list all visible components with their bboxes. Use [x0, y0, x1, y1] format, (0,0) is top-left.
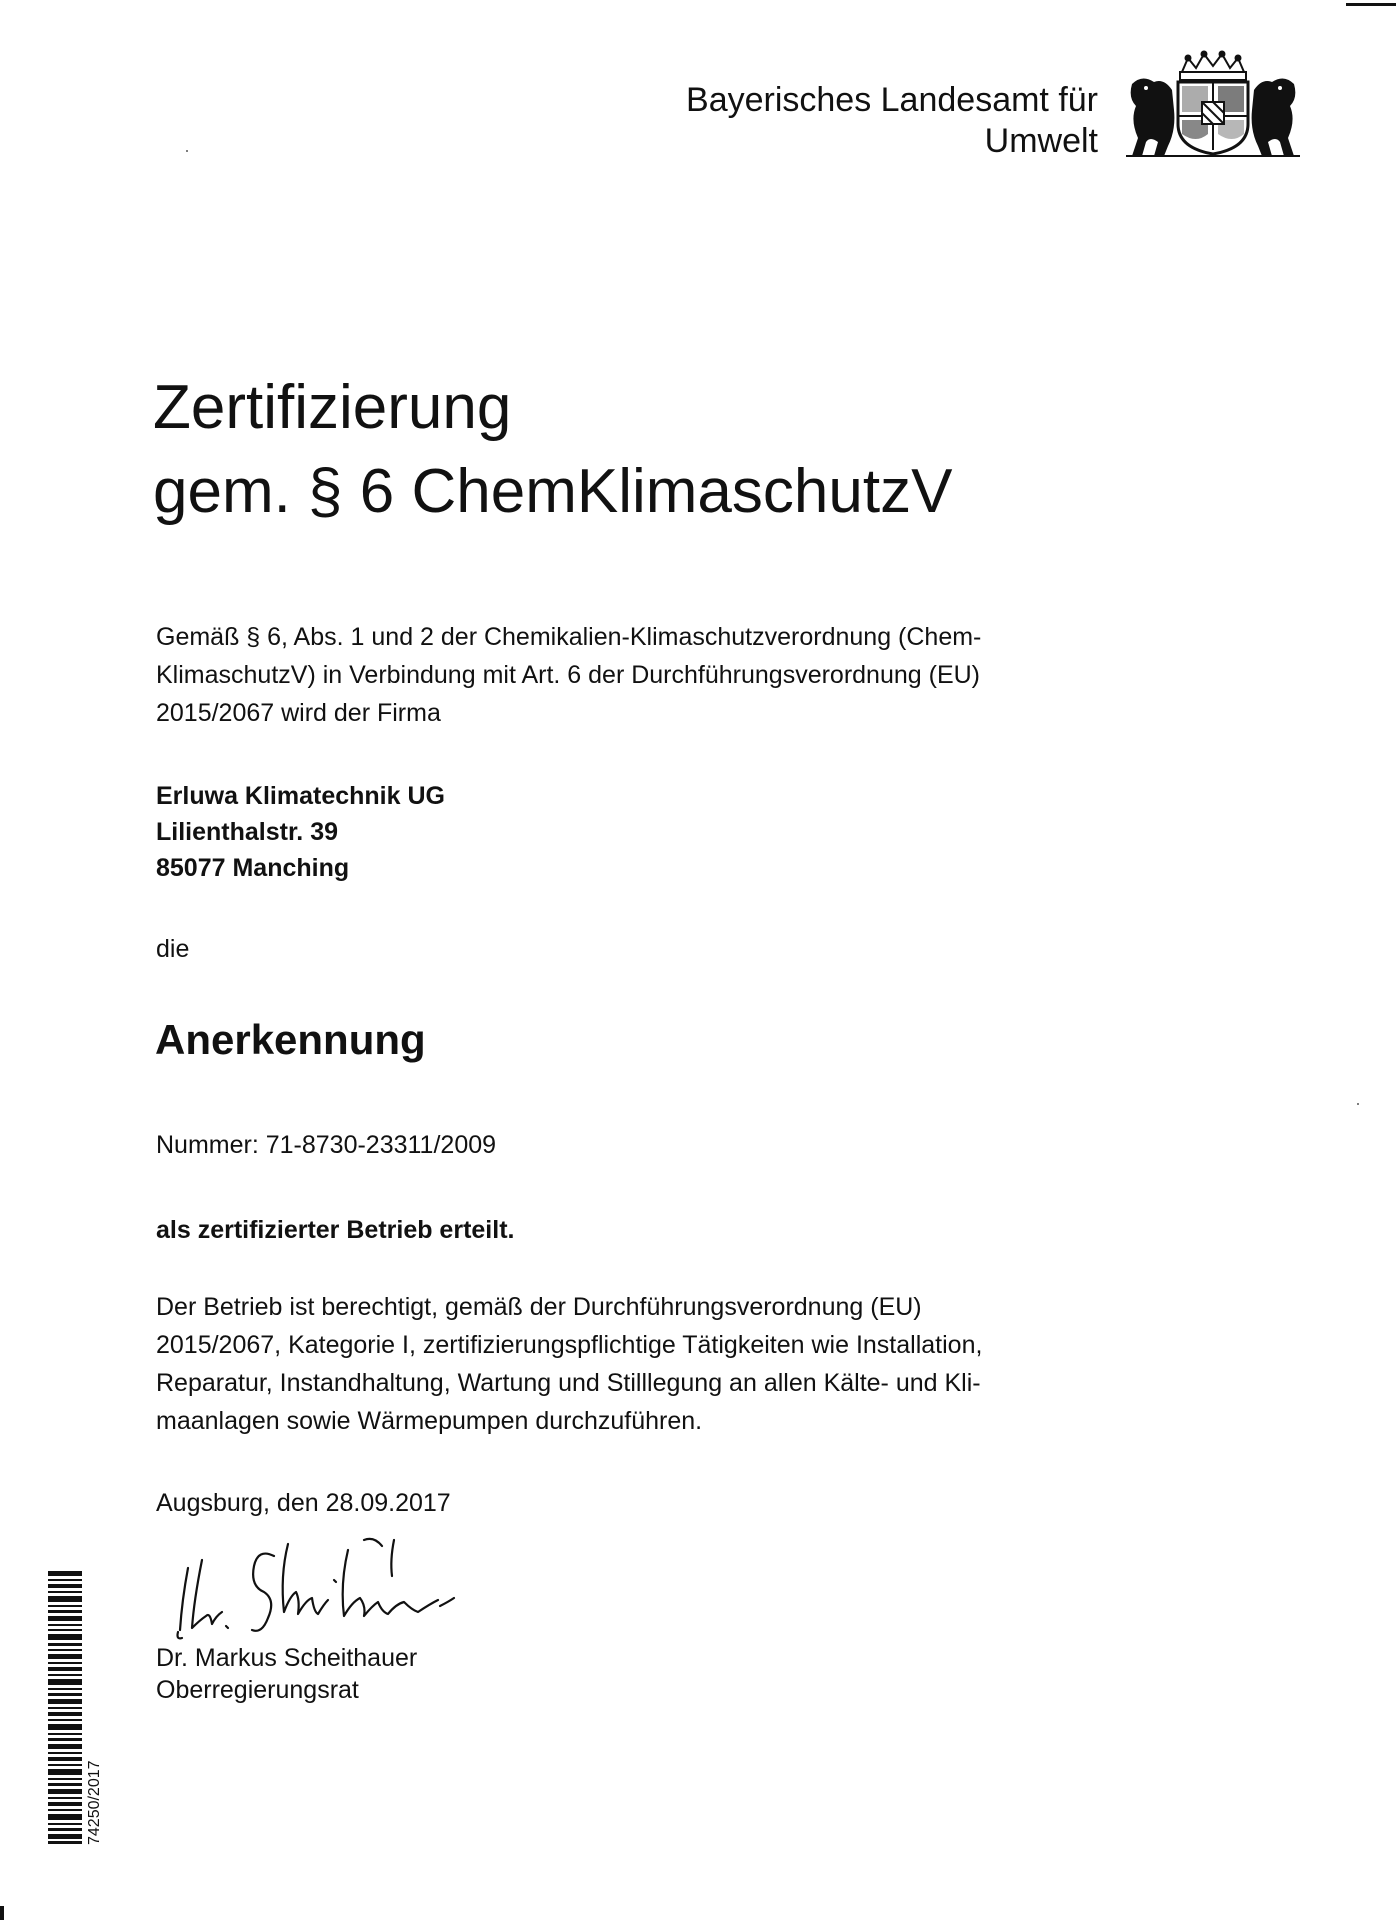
intro-line-1: Gemäß § 6, Abs. 1 und 2 der Chemikalien-Klimaschutzverordnung (Chem-	[156, 623, 982, 651]
authority-name	[498, 80, 1098, 162]
handwritten-signature-icon	[168, 1520, 548, 1650]
permission-line-3: Reparatur, Instandhaltung, Wartung und Stilllegung an allen Kälte- und Kli-	[156, 1369, 981, 1397]
barcode-reference: 74250/2017	[86, 1760, 103, 1845]
barcode-icon	[48, 1571, 82, 1844]
signer-name: Dr. Markus Scheithauer	[156, 1644, 418, 1672]
title-line-2: gem. § 6 ChemKlimaschutzV	[153, 457, 953, 526]
scan-speck	[1357, 1103, 1359, 1105]
intro-paragraph	[156, 618, 1086, 732]
signer-role: Oberregierungsrat	[156, 1676, 359, 1704]
company-address	[156, 778, 445, 886]
granted-statement: als zertifizierter Betrieb erteilt.	[156, 1216, 515, 1244]
recognition-heading: Anerkennung	[155, 1016, 426, 1063]
company-name: Erluwa Klimatechnik UG	[156, 782, 445, 810]
page-title	[153, 366, 952, 534]
scan-corner-mark	[1346, 3, 1396, 6]
authority-line-1: Bayerisches Landesamt für	[686, 81, 1098, 119]
permission-line-2: 2015/2067, Kategorie I, zertifizierungspflichtige Tätigkeiten wie Installation,	[156, 1331, 983, 1359]
certificate-number: Nummer: 71-8730-23311/2009	[156, 1131, 497, 1159]
company-city: 85077 Manching	[156, 854, 350, 882]
intro-line-3: 2015/2067 wird der Firma	[156, 699, 441, 727]
company-street: Lilienthalstr. 39	[156, 818, 339, 846]
intro-line-2: KlimaschutzV) in Verbindung mit Art. 6 der Durchführungsverordnung (EU)	[156, 661, 980, 689]
permission-paragraph	[156, 1288, 1096, 1440]
permission-line-1: Der Betrieb ist berechtigt, gemäß der Durchführungsverordnung (EU)	[156, 1293, 922, 1321]
scan-corner-mark	[0, 1906, 4, 1920]
bavarian-coat-of-arms-icon	[1124, 50, 1302, 158]
title-line-1: Zertifizierung	[153, 373, 512, 442]
scan-speck	[186, 150, 188, 152]
place-and-date: Augsburg, den 28.09.2017	[156, 1489, 451, 1517]
article-text: die	[156, 935, 190, 963]
authority-line-2: Umwelt	[984, 122, 1098, 160]
permission-line-4: maanlagen sowie Wärmepumpen durchzuführen.	[156, 1407, 703, 1435]
signer-block	[156, 1642, 417, 1706]
